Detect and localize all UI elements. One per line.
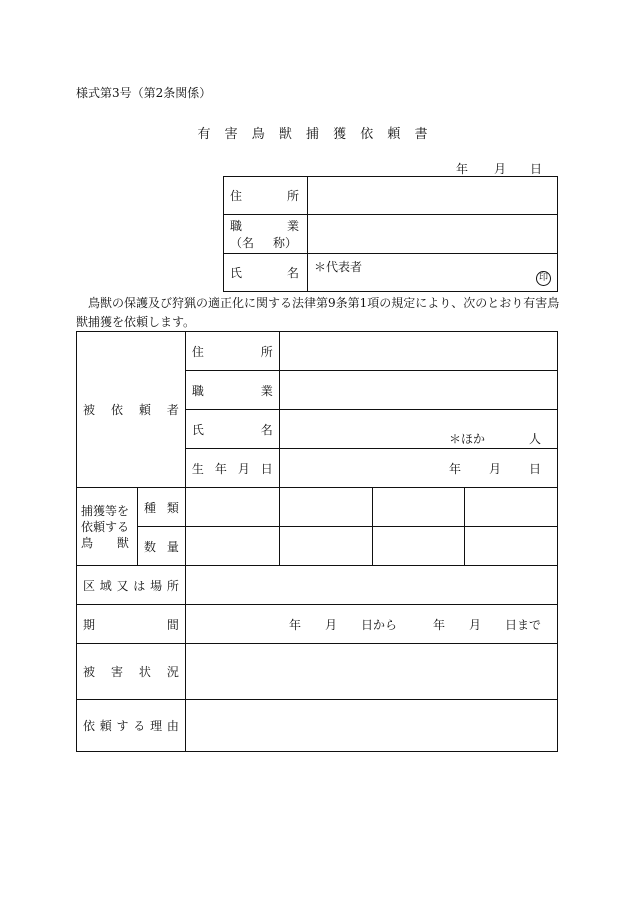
others-prefix: ＊ほか xyxy=(448,432,485,446)
requested-section-label: 被 依 頼 者 xyxy=(77,332,186,488)
kind-cell-4[interactable] xyxy=(465,488,558,527)
area-field[interactable] xyxy=(185,566,557,605)
damage-label: 被 害 状 況 xyxy=(77,644,186,700)
document-title: 有 害 鳥 獣 捕 獲 依 頼 書 xyxy=(197,127,433,142)
kind-cell-3[interactable] xyxy=(372,488,465,527)
form-number: 様式第3号（第2条関係） xyxy=(76,86,212,100)
period-text: 年 月 日から 年 月 日まで xyxy=(288,617,541,632)
header-date xyxy=(456,160,542,177)
requested-name-field[interactable] xyxy=(279,410,557,449)
quantity-cell-2[interactable] xyxy=(279,527,372,566)
header-date-month: 月 xyxy=(494,162,507,176)
seal-icon: 印 xyxy=(536,271,551,286)
quantity-cell-4[interactable] xyxy=(465,527,558,566)
requested-address-label: 住 所 xyxy=(185,332,279,371)
representative-note: ＊代表者 xyxy=(314,260,363,274)
applicant-name-label: 氏 名 xyxy=(224,254,308,292)
requested-name-label: 氏 名 xyxy=(185,410,279,449)
requested-address-field[interactable] xyxy=(279,332,557,371)
kind-cell-2[interactable] xyxy=(279,488,372,527)
applicant-address-label: 住 所 xyxy=(224,177,308,215)
applicant-table xyxy=(223,176,558,292)
applicant-name-field[interactable] xyxy=(308,254,558,292)
applicant-occupation-label: 職 業 （名 称） xyxy=(224,215,308,254)
quantity-label: 数 量 xyxy=(137,527,185,566)
quantity-cell-3[interactable] xyxy=(372,527,465,566)
area-label: 区 域 又 は 場 所 xyxy=(77,566,186,605)
damage-field[interactable] xyxy=(185,644,557,700)
kind-label: 種 類 xyxy=(137,488,185,527)
requested-birth-field[interactable]: 年 月 日 xyxy=(279,449,557,488)
target-animal-label: 捕獲等を 依頼する 鳥 獣 xyxy=(77,488,138,566)
intro-text: 鳥獣の保護及び狩猟の適正化に関する法律第9条第1項の規定により、次のとおり有害鳥獣捕獲を依頼します。 xyxy=(76,296,560,329)
quantity-cell-1[interactable] xyxy=(185,527,279,566)
reason-field[interactable] xyxy=(185,700,557,752)
kind-cell-1[interactable] xyxy=(185,488,279,527)
period-field[interactable] xyxy=(185,605,557,644)
requested-birth-label: 生 年 月 日 xyxy=(185,449,279,488)
reason-label: 依 頼 す る 理 由 xyxy=(77,700,186,752)
others-unit: 人 xyxy=(528,432,541,446)
requested-occupation-label: 職 業 xyxy=(185,371,279,410)
header-date-year: 年 xyxy=(456,162,469,176)
requested-occupation-field[interactable] xyxy=(279,371,557,410)
applicant-occupation-field[interactable] xyxy=(308,215,558,254)
applicant-address-field[interactable] xyxy=(308,177,558,215)
header-date-day: 日 xyxy=(530,162,543,176)
period-label: 期 間 xyxy=(77,605,186,644)
request-table xyxy=(76,331,558,752)
